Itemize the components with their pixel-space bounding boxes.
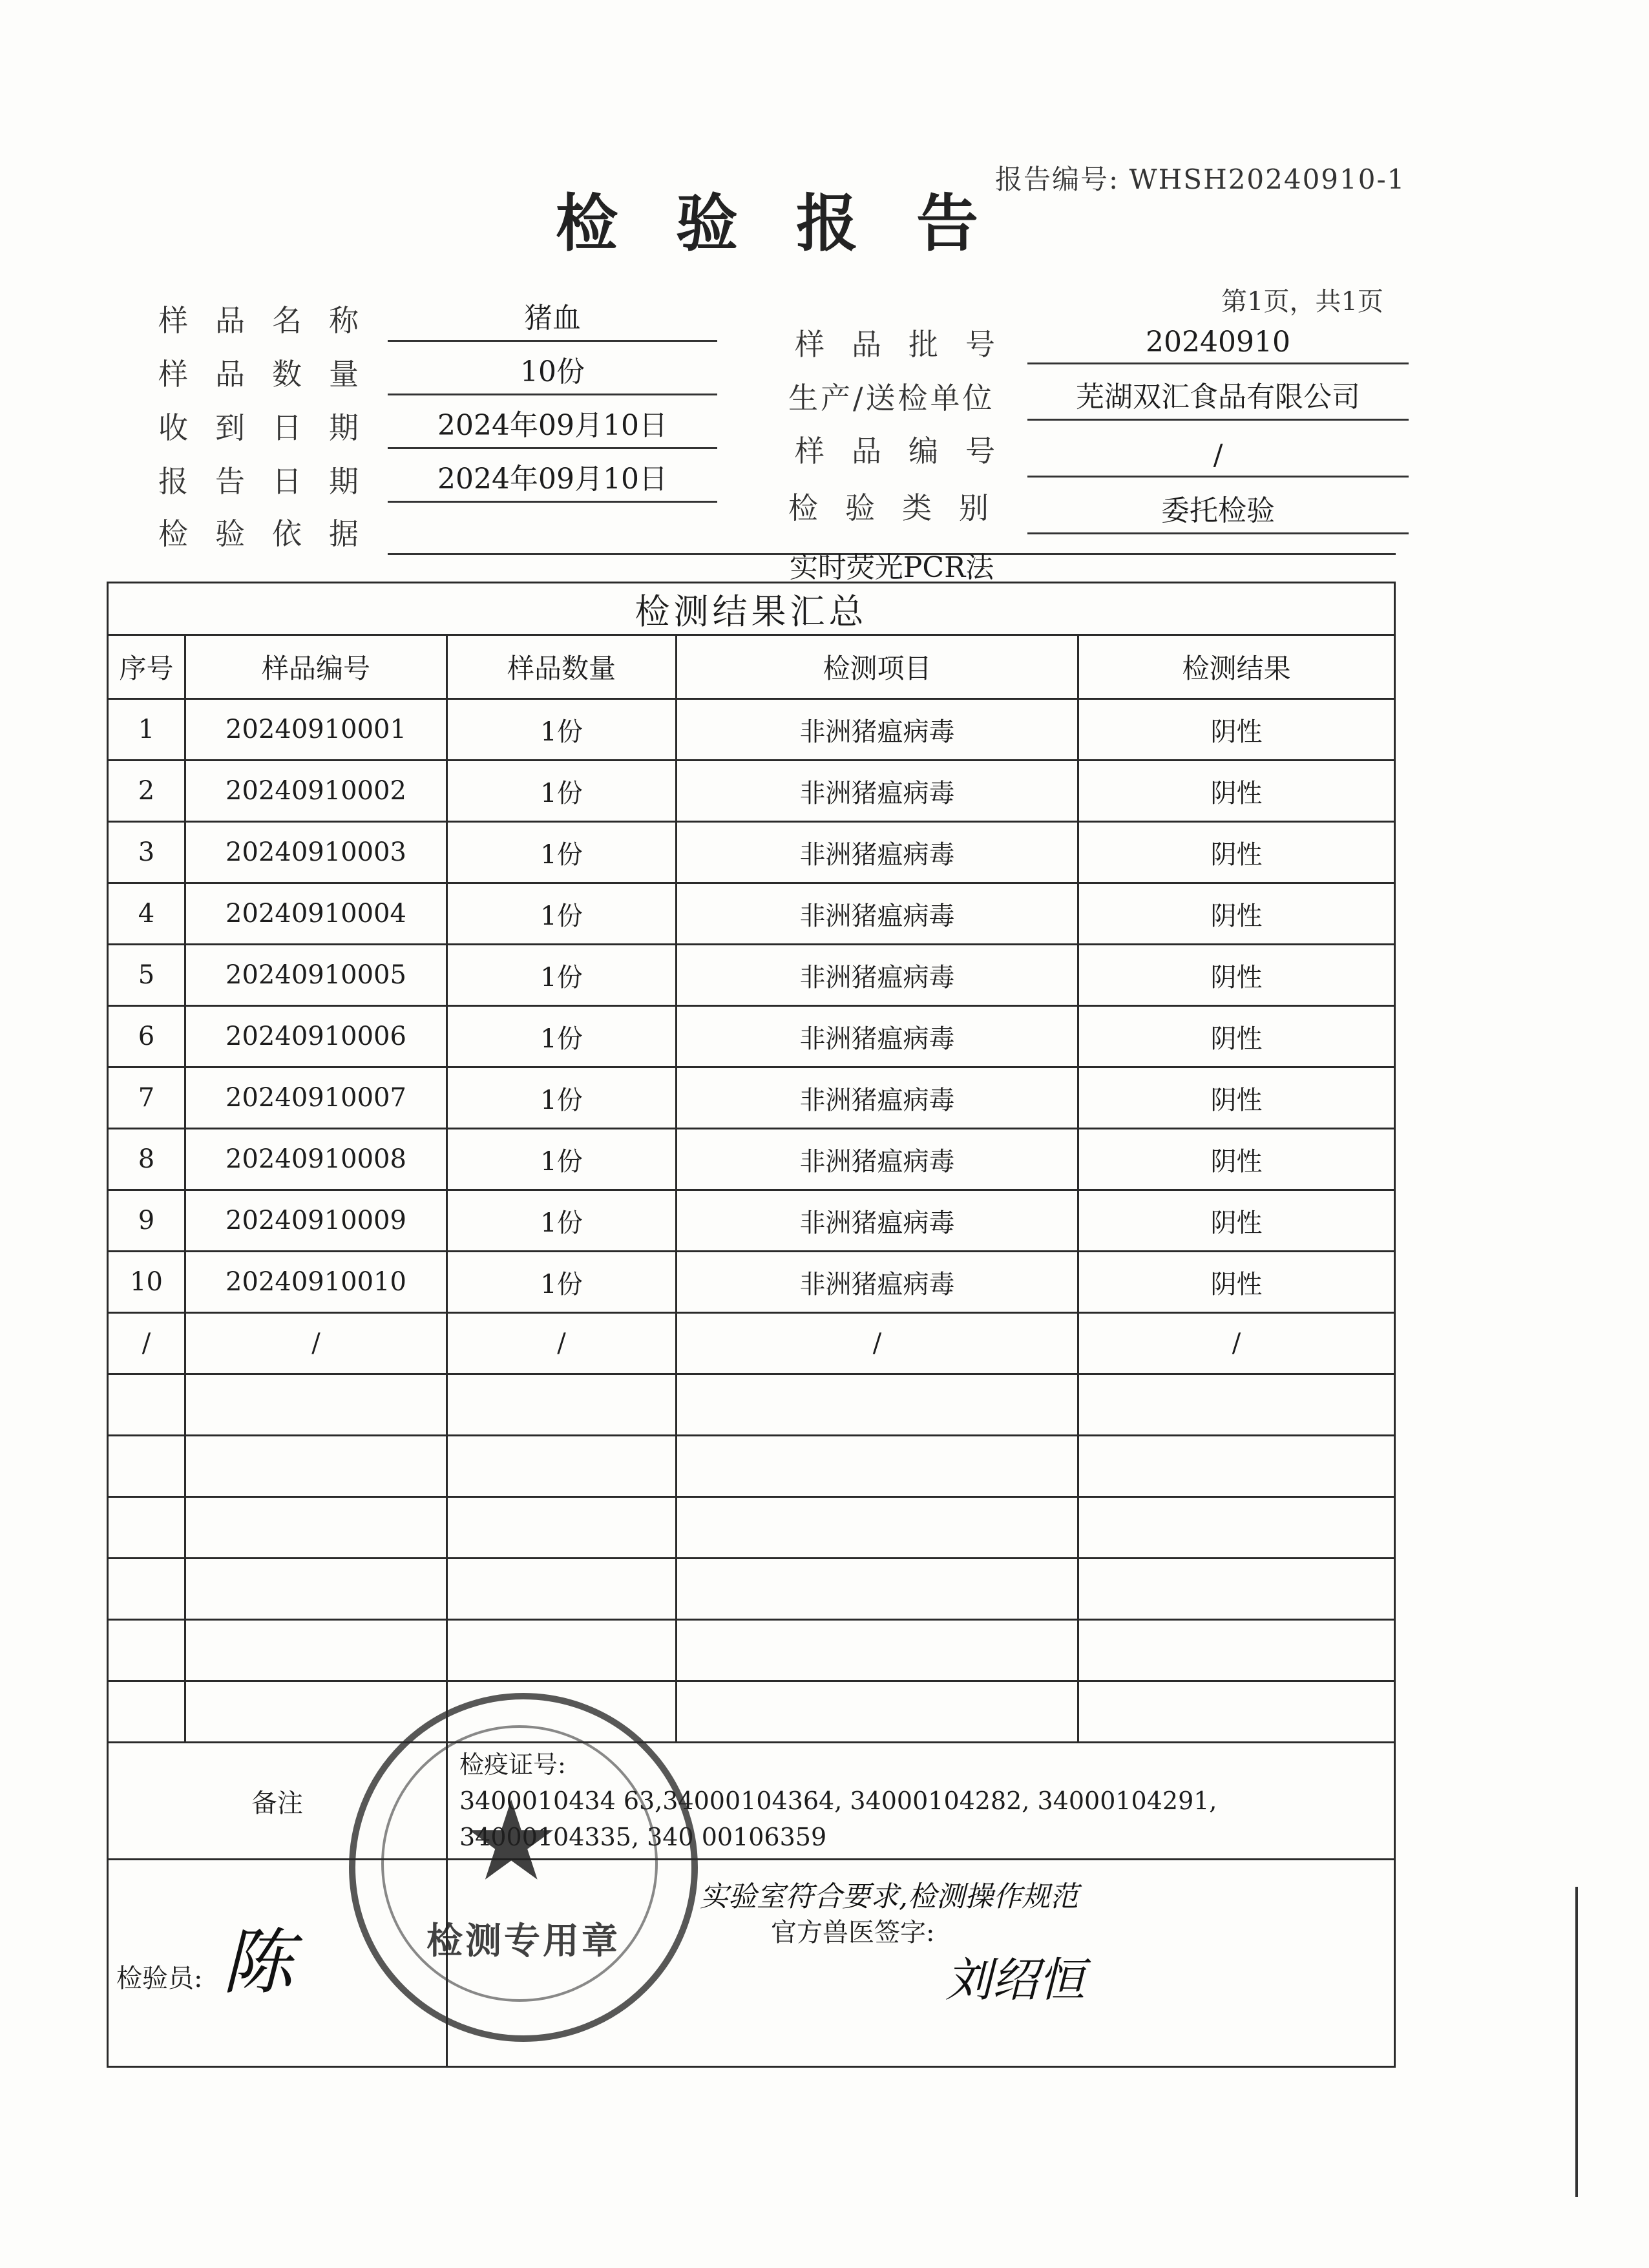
- cell-index: 10: [108, 1252, 185, 1313]
- cell-test-item: 非洲猪瘟病毒: [677, 945, 1078, 1006]
- empty-cell: [108, 1497, 185, 1559]
- remark-prefix: 检疫证号:: [459, 1750, 566, 1779]
- cell-sample-qty: 1份: [447, 883, 677, 945]
- document-title: 检验报告: [556, 187, 1036, 260]
- cell-test-result: 阴性: [1078, 1129, 1395, 1190]
- empty-cell: [677, 1497, 1078, 1559]
- cell-test-item: 非洲猪瘟病毒: [677, 1190, 1078, 1252]
- test-type-value: 委托检验: [1161, 494, 1275, 527]
- cell-sample-qty: 1份: [447, 945, 677, 1006]
- cell-index: 9: [108, 1190, 185, 1252]
- stamp-label: 检测专用章: [426, 1920, 620, 1962]
- cell-sample-code: 20240910007: [185, 1067, 447, 1129]
- report-date-label: 报告日期: [158, 464, 386, 499]
- cell-sample-qty: 1份: [447, 1067, 677, 1129]
- empty-cell: [1078, 1620, 1395, 1681]
- cell-index: 7: [108, 1067, 185, 1129]
- report-date-field: [388, 465, 717, 503]
- empty-cell: [677, 1559, 1078, 1620]
- cell-test-result: 阴性: [1078, 822, 1395, 883]
- received-date-label: 收到日期: [158, 410, 386, 445]
- cell-sample-qty: 1份: [447, 1006, 677, 1067]
- batch-field: [1027, 326, 1409, 364]
- empty-cell: [447, 1497, 677, 1559]
- sample-qty-field: [388, 357, 717, 395]
- cell-test-item: 非洲猪瘟病毒: [677, 699, 1078, 761]
- cell-sample-code: 20240910010: [185, 1252, 447, 1313]
- basis-label: 检验依据: [158, 516, 386, 551]
- producer-field: [1027, 383, 1409, 421]
- cell-test-result: 阴性: [1078, 1252, 1395, 1313]
- results-table: [107, 582, 1396, 2068]
- reviewer-note: 实验室符合要求,检测操作规范: [700, 1880, 1078, 1913]
- cell-sample-qty: 1份: [447, 1252, 677, 1313]
- header-index: 序号: [108, 635, 185, 699]
- empty-cell: [185, 1374, 447, 1436]
- empty-cell: [108, 1620, 185, 1681]
- cell-test-result: 阴性: [1078, 1067, 1395, 1129]
- cell-test-item: 非洲猪瘟病毒: [677, 883, 1078, 945]
- table-row: [108, 1006, 1395, 1067]
- cell-index: 1: [108, 699, 185, 761]
- empty-cell: [677, 1620, 1078, 1681]
- cell-index: 5: [108, 945, 185, 1006]
- empty-cell: [1078, 1559, 1395, 1620]
- remark-label: 备注: [108, 1743, 447, 1860]
- cell-index: 2: [108, 761, 185, 822]
- cell-test-result: 阴性: [1078, 945, 1395, 1006]
- remark-text: 3400010434 63,34000104364, 34000104282, 34000104291, 34000104335, 340 00106359: [459, 1787, 1217, 1851]
- cell-sample-code: 20240910003: [185, 822, 447, 883]
- empty-cell: [108, 1681, 185, 1743]
- cell-index: 4: [108, 883, 185, 945]
- table-title: 检测结果汇总: [108, 583, 1395, 635]
- test-type-field: [1027, 496, 1409, 534]
- cell-sample-code: 20240910006: [185, 1006, 447, 1067]
- empty-cell: [447, 1436, 677, 1497]
- table-row: [108, 822, 1395, 883]
- cell-sample-qty: /: [447, 1313, 677, 1374]
- results-table-wrap: [107, 582, 1394, 2068]
- table-row: [108, 1252, 1395, 1313]
- table-row: [108, 1313, 1395, 1374]
- empty-cell: [185, 1681, 447, 1743]
- reviewer-signature: 刘绍恒: [945, 1953, 1086, 2007]
- cell-sample-code: 20240910008: [185, 1129, 447, 1190]
- empty-cell: [1078, 1374, 1395, 1436]
- sample-qty-label: 样品数量: [158, 357, 386, 392]
- inspector-label: 检验员:: [116, 1964, 203, 1993]
- sample-code-value: /: [1213, 439, 1223, 472]
- cell-sample-qty: 1份: [447, 1190, 677, 1252]
- cell-index: 8: [108, 1129, 185, 1190]
- cell-index: /: [108, 1313, 185, 1374]
- empty-cell: [108, 1559, 185, 1620]
- cell-test-item: 非洲猪瘟病毒: [677, 1252, 1078, 1313]
- cell-test-result: 阴性: [1078, 699, 1395, 761]
- inspector-signature: 陈: [222, 1921, 293, 2004]
- empty-cell: [185, 1559, 447, 1620]
- cell-sample-qty: 1份: [447, 699, 677, 761]
- cell-test-item: 非洲猪瘟病毒: [677, 1129, 1078, 1190]
- basis-value: 实时荧光PCR法: [789, 551, 994, 584]
- empty-cell: [185, 1620, 447, 1681]
- cell-test-item: 非洲猪瘟病毒: [677, 761, 1078, 822]
- empty-row: [108, 1497, 1395, 1559]
- cell-index: 6: [108, 1006, 185, 1067]
- empty-cell: [1078, 1681, 1395, 1743]
- scan-edge-line: [1575, 1887, 1578, 2197]
- star-icon: ★: [462, 1778, 561, 1906]
- empty-row: [108, 1436, 1395, 1497]
- empty-cell: [185, 1497, 447, 1559]
- cell-test-result: 阴性: [1078, 761, 1395, 822]
- empty-cell: [185, 1436, 447, 1497]
- cell-test-result: 阴性: [1078, 1006, 1395, 1067]
- sample-name-label: 样品名称: [158, 303, 386, 338]
- reviewer-label: 官方兽医签字:: [771, 1918, 935, 1948]
- cell-sample-code: 20240910009: [185, 1190, 447, 1252]
- table-row: [108, 1190, 1395, 1252]
- cell-test-item: /: [677, 1313, 1078, 1374]
- empty-row: [108, 1559, 1395, 1620]
- header-test-item: 检测项目: [677, 635, 1078, 699]
- table-row: [108, 945, 1395, 1006]
- empty-cell: [447, 1620, 677, 1681]
- producer-value: 芜湖双汇食品有限公司: [1076, 381, 1360, 414]
- cell-sample-code: /: [185, 1313, 447, 1374]
- received-date-field: [388, 411, 717, 449]
- empty-row: [108, 1681, 1395, 1743]
- table-row: [108, 1067, 1395, 1129]
- report-number: 报告编号: WHSH20240910-1: [995, 163, 1406, 195]
- empty-cell: [447, 1559, 677, 1620]
- cell-sample-qty: 1份: [447, 822, 677, 883]
- sample-qty-value: 10份: [520, 355, 585, 388]
- official-stamp: [349, 1693, 698, 2042]
- cell-sample-code: 20240910002: [185, 761, 447, 822]
- header-sample-code: 样品编号: [185, 635, 447, 699]
- cell-test-result: 阴性: [1078, 883, 1395, 945]
- table-row: [108, 699, 1395, 761]
- page-info: 第1页，共1页: [1221, 287, 1383, 317]
- cell-index: 3: [108, 822, 185, 883]
- empty-cell: [1078, 1497, 1395, 1559]
- empty-cell: [677, 1681, 1078, 1743]
- test-type-label: 检验类别: [788, 490, 1016, 525]
- batch-value: 20240910: [1146, 326, 1290, 359]
- batch-label: 样品批号: [795, 327, 1022, 362]
- cell-sample-qty: 1份: [447, 761, 677, 822]
- empty-cell: [108, 1374, 185, 1436]
- remark-row: [108, 1743, 1395, 1860]
- table-row: [108, 883, 1395, 945]
- cell-test-item: 非洲猪瘟病毒: [677, 1067, 1078, 1129]
- empty-cell: [447, 1374, 677, 1436]
- cell-sample-code: 20240910001: [185, 699, 447, 761]
- empty-row: [108, 1374, 1395, 1436]
- cell-test-result: /: [1078, 1313, 1395, 1374]
- empty-cell: [1078, 1436, 1395, 1497]
- received-date-value: 2024年09月10日: [437, 409, 667, 442]
- cell-test-item: 非洲猪瘟病毒: [677, 1006, 1078, 1067]
- empty-cell: [677, 1436, 1078, 1497]
- producer-label: 生产/送检单位: [788, 381, 995, 415]
- table-row: [108, 1129, 1395, 1190]
- sample-code-field: [1027, 439, 1409, 478]
- signature-row: [108, 1860, 1395, 2067]
- empty-cell: [108, 1436, 185, 1497]
- header-test-result: 检测结果: [1078, 635, 1395, 699]
- cell-test-result: 阴性: [1078, 1190, 1395, 1252]
- cell-test-item: 非洲猪瘟病毒: [677, 822, 1078, 883]
- table-row: [108, 761, 1395, 822]
- report-date-value: 2024年09月10日: [437, 463, 667, 496]
- empty-cell: [677, 1374, 1078, 1436]
- header-sample-qty: 样品数量: [447, 635, 677, 699]
- sample-name-value: 猪血: [524, 302, 581, 335]
- empty-row: [108, 1620, 1395, 1681]
- sample-name-field: [388, 304, 717, 342]
- cell-sample-code: 20240910004: [185, 883, 447, 945]
- cell-sample-code: 20240910005: [185, 945, 447, 1006]
- sample-code-label: 样品编号: [795, 434, 1022, 468]
- cell-sample-qty: 1份: [447, 1129, 677, 1190]
